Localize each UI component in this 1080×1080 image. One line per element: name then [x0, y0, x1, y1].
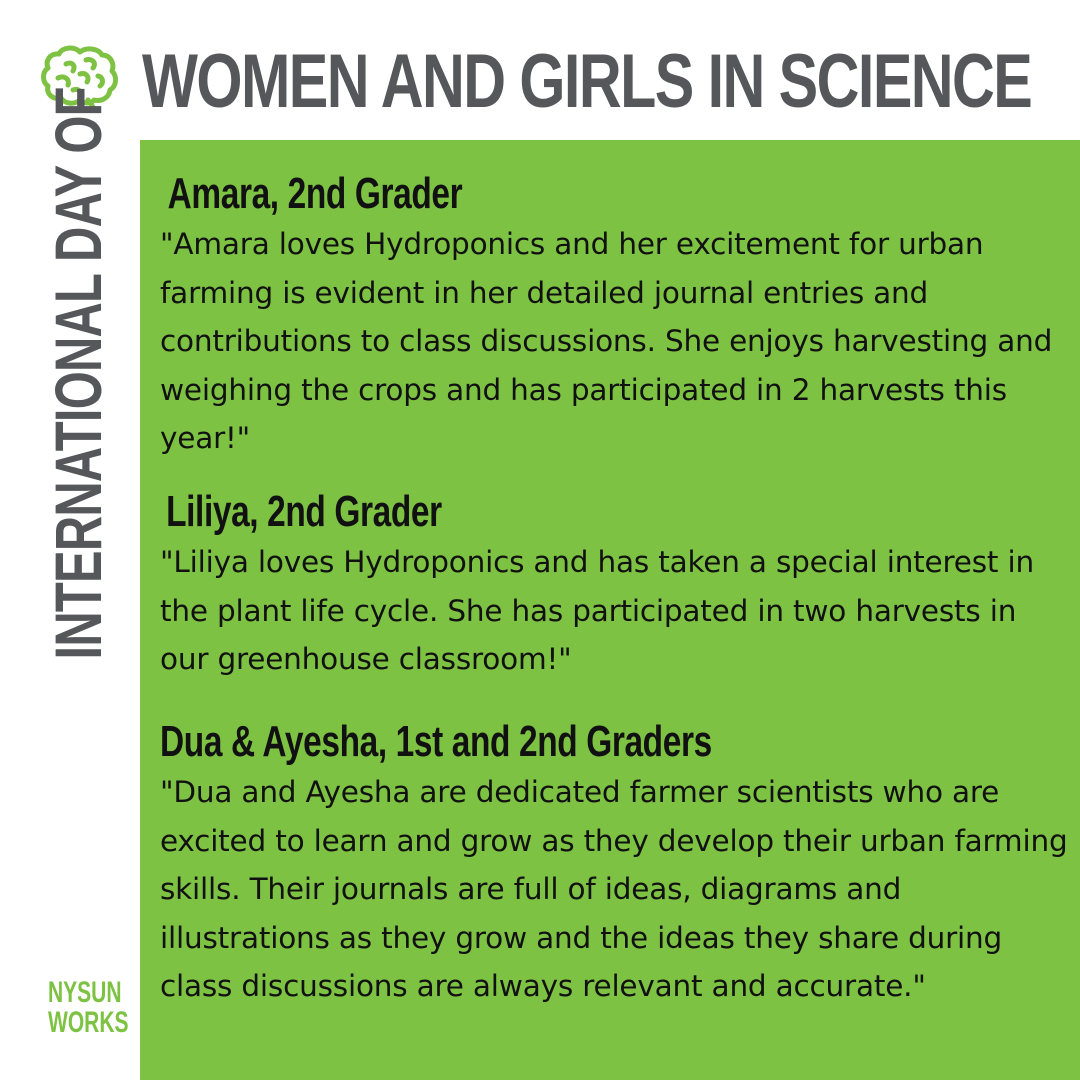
student-name: Amara, 2nd Grader [167, 169, 463, 218]
student-name: Dua & Ayesha, 1st and 2nd Graders [160, 717, 712, 766]
student-name: Liliya, 2nd Grader [166, 487, 442, 536]
vertical-title-text: INTERNATIONAL DAY OF [41, 87, 115, 660]
student-quote: "Liliya loves Hydroponics and has taken a special interest in the plant life cycle. She has participated in two harvests in our greenhouse classroom!" [160, 545, 1034, 676]
student-card-liliya [160, 486, 1070, 684]
student-card-dua-ayesha [160, 716, 1070, 1011]
nysunworks-logo [48, 976, 129, 1039]
logo-line-1: NYSUN [48, 976, 122, 1009]
student-quote: "Dua and Ayesha are dedicated farmer scientists who are excited to learn and grow as they develop their urban farming skills. Their journals are full of ideas, diagrams and illustrations as they grow and the ideas they share during class discussions are always relevant and accurate." [160, 775, 1068, 1003]
page-title: WOMEN AND GIRLS IN SCIENCE [142, 39, 1032, 124]
student-card-amara [160, 168, 1070, 463]
vertical-title-container [38, 87, 118, 760]
vertical-title [38, 87, 118, 760]
student-quote: "Amara loves Hydroponics and her excitement for urban farming is evident in her detailed journal entries and contributions to class discussions. She enjoys harvesting and weighing the crops and has participated in 2 harvests this year!" [160, 227, 1053, 455]
logo-line-2: WORKS [48, 1006, 129, 1039]
